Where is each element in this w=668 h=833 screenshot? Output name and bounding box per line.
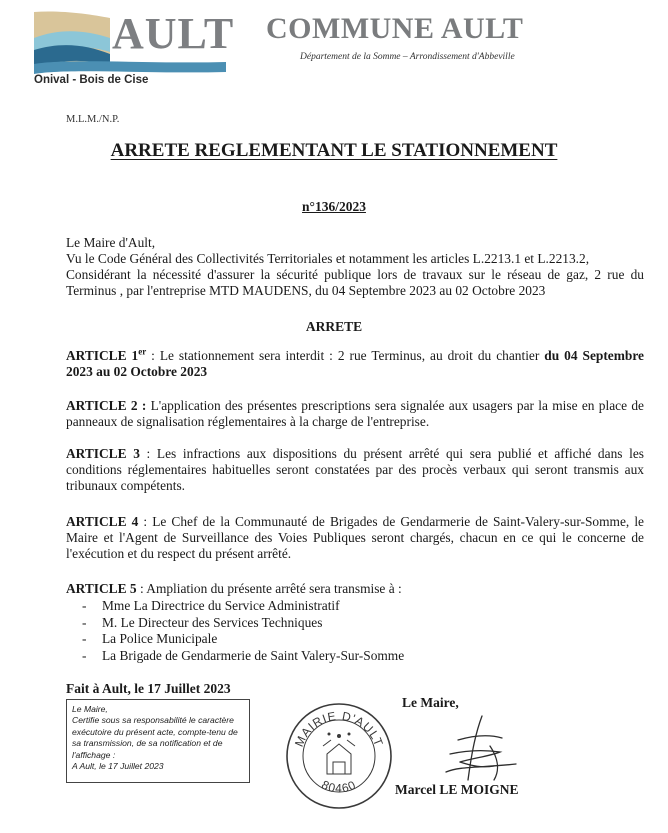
handwritten-signature [420, 710, 550, 790]
arrete-number-text: n°136/2023 [302, 199, 366, 214]
place-date-line: Fait à Ault, le 17 Juillet 2023 [66, 681, 231, 696]
article-3 [66, 446, 644, 494]
article-1-label [66, 348, 146, 363]
seal-top-text: MAIRIE D'AULT [291, 708, 387, 749]
article-3-text: : Les infractions aux dispositions du présent arrêté qui sera publié et affiché dans les conditions réglementaires habituelles seront constatées par des procès verbaux qui seront transmis aux tribunaux compétents. [66, 446, 645, 493]
decision-heading: ARRETE [305, 319, 363, 334]
article-1-text: : Le stationnement sera interdit : 2 rue Terminus, au droit du chantier [146, 348, 545, 363]
list-item: - La Brigade de Gendarmerie de Saint Valery-Sur-Somme [82, 648, 404, 665]
signature-graphic [420, 710, 550, 790]
logo-wordmark: AULT [112, 9, 235, 58]
list-item: - La Police Municipale [82, 631, 404, 648]
arrete-number [0, 199, 668, 215]
article-1-label-main: ARTICLE 1 [66, 348, 139, 363]
article-4-label: ARTICLE 4 [66, 514, 139, 529]
certification-text: Certifie sous sa responsabilité le caractère exécutoire du présent acte, compte-tenu de sa transmission, de sa notification et de l'affichage : [72, 715, 238, 760]
document-title-text: ARRETE REGLEMENTANT LE STATIONNEMENT [110, 140, 558, 161]
list-item: - Mme La Directrice du Service Administratif [82, 598, 404, 615]
commune-title: COMMUNE AULT [266, 12, 524, 45]
article-4 [66, 514, 644, 562]
commune-logo [30, 8, 235, 90]
seal-bottom-text: 80460 [319, 777, 359, 796]
document-reference: M.L.M./N.P. [66, 114, 120, 125]
certification-box [66, 699, 250, 783]
article-4-text: : Le Chef de la Communauté de Brigades de Gendarmerie de Saint-Valery-sur-Somme, le Maire et l'Agent de Surveillance des Voies Publiques seront chargés, chacun en ce qui le concerne de l'exécution et du respect du présent arrêté. [66, 514, 644, 561]
article-2-label: ARTICLE 2 : [66, 398, 147, 413]
preamble [66, 235, 644, 299]
article-2 [66, 398, 644, 430]
document-title [0, 140, 668, 162]
recipients-list [82, 598, 404, 664]
article-1-dates: du 04 Septembre 2023 au 02 Octobre 2023 [66, 348, 644, 379]
mairie-seal-stamp [283, 700, 395, 812]
certification-title: Le Maire, [72, 704, 108, 714]
article-1-label-sup: er [138, 346, 147, 357]
list-item: - M. Le Directeur des Services Techniques [82, 615, 404, 632]
preamble-line-code: Vu le Code Général des Collectivités Territoriales et notamment les articles L.2213.1 et L.2213.2, [66, 251, 590, 266]
svg-text:80460 [319, 778, 358, 796]
preamble-line-mayor: Le Maire d'Ault, [66, 235, 156, 250]
article-3-label: ARTICLE 3 [66, 446, 140, 461]
certification-date: A Ault, le 17 Juillet 2023 [72, 761, 164, 772]
mayor-label: Le Maire, [402, 695, 459, 710]
seal-graphic [283, 700, 395, 812]
logo-subtitle: Onival - Bois de Cise [34, 74, 149, 86]
article-5-text: : Ampliation du présente arrêté sera transmise à : [136, 581, 402, 596]
commune-subtitle: Département de la Somme – Arrondissement d'Abbeville [300, 52, 515, 62]
preamble-line-considering: Considérant la nécessité d'assurer la sécurité publique lors de travaux sur le réseau de gaz, 2 rue du Terminus , par l'entreprise MTD MAUDENS, du 04 Septembre 2023 au 02 Octobre 2023 [66, 267, 644, 298]
article-2-text: L'application des présentes prescriptions sera signalée aux usagers par la mise en place de panneaux de signalisation réglementaires à la charge de l'entreprise. [66, 398, 644, 429]
signer-name: Marcel LE MOIGNE [395, 782, 519, 797]
article-5-label: ARTICLE 5 [66, 581, 137, 596]
article-5 [66, 581, 644, 597]
article-1 [66, 348, 644, 380]
